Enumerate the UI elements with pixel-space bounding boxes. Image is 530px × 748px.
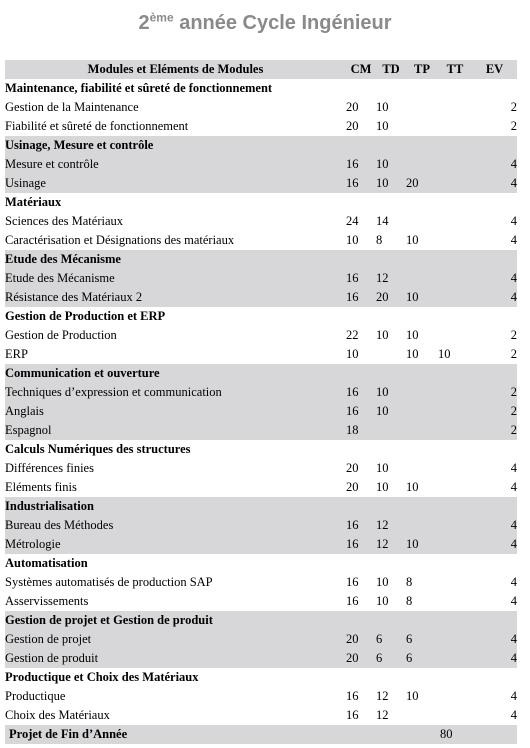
module-name: Usinage, Mesure et contrôle	[5, 136, 517, 155]
cell-ev: 4	[472, 269, 517, 288]
cell-td: 10	[376, 155, 406, 174]
element-name: Différences finies	[5, 461, 94, 475]
cell-ev: 4	[472, 649, 517, 668]
cell-ev: 4	[510, 575, 517, 589]
cell-td: 10	[376, 383, 406, 402]
cell-cm: 16	[346, 575, 359, 589]
module-name: Matériaux	[5, 195, 62, 209]
cell-ev: 4	[472, 630, 517, 649]
cell-tt: 10	[438, 347, 451, 361]
element-row	[5, 516, 517, 535]
element-name: Eléments finis	[5, 480, 77, 494]
cell-ev: 4	[472, 516, 517, 535]
cell-tp	[406, 516, 438, 535]
element-name: ERP	[5, 347, 28, 361]
cell-tt	[438, 288, 472, 307]
cell-tt	[438, 231, 472, 250]
table-header-row	[5, 60, 517, 79]
element-row	[5, 231, 517, 250]
cell-cm: 20	[346, 630, 376, 649]
final-project-tt: 80	[438, 725, 472, 744]
cell-tt	[438, 706, 472, 725]
final-project-row	[5, 725, 517, 744]
cell-ev: 4	[510, 214, 517, 228]
cell-tt	[438, 383, 472, 402]
element-name: Gestion de produit	[5, 649, 346, 668]
cell-cm: 16	[346, 288, 376, 307]
cell-tt	[438, 155, 472, 174]
module-name: Maintenance, fiabilité et sûreté de fonctionnement	[5, 81, 273, 95]
cell-cm: 16	[346, 689, 359, 703]
cell-cm: 10	[346, 347, 359, 361]
module-row	[5, 79, 517, 98]
cell-tp	[406, 117, 438, 136]
header-tp: TP	[406, 60, 438, 79]
cell-td: 10	[376, 575, 389, 589]
cell-td: 8	[376, 233, 383, 247]
cell-cm: 22	[346, 328, 359, 342]
cell-tt	[438, 649, 472, 668]
cell-cm: 16	[346, 383, 376, 402]
cell-cm: 16	[346, 155, 376, 174]
cell-cm: 20	[346, 119, 359, 133]
title-rest: année Cycle Ingénieur	[173, 12, 392, 34]
element-name: Sciences des Matériaux	[5, 214, 124, 228]
cell-cm: 18	[346, 421, 376, 440]
cell-td: 10	[376, 594, 389, 608]
element-row	[5, 212, 517, 231]
cell-tt	[438, 269, 472, 288]
cell-cm: 16	[346, 594, 359, 608]
element-row	[5, 649, 517, 668]
header-modules: Modules et Eléments de Modules	[5, 60, 346, 79]
cell-cm: 16	[346, 535, 376, 554]
element-name: Mesure et contrôle	[5, 155, 346, 174]
cell-ev: 2	[510, 119, 517, 133]
cell-tp	[406, 98, 438, 117]
cell-ev: 2	[510, 100, 517, 114]
module-row	[5, 364, 517, 383]
cell-ev: 4	[472, 288, 517, 307]
cell-ev: 2	[510, 328, 517, 342]
module-name: Etude des Mécanisme	[5, 250, 517, 269]
element-row	[5, 630, 517, 649]
cell-tt	[438, 402, 472, 421]
module-row	[5, 136, 517, 155]
cell-cm: 16	[346, 708, 359, 722]
cell-tt	[438, 516, 472, 535]
cell-td	[376, 421, 406, 440]
module-row	[5, 250, 517, 269]
cell-cm: 16	[346, 269, 376, 288]
cell-ev: 2	[510, 347, 517, 361]
cell-tt	[438, 174, 472, 193]
module-name: Automatisation	[5, 556, 88, 570]
element-row	[5, 98, 517, 117]
element-row	[5, 592, 517, 611]
cell-td: 12	[376, 269, 406, 288]
module-row	[5, 554, 517, 573]
cell-tp: 6	[406, 649, 438, 668]
cell-td: 10	[376, 100, 389, 114]
element-row	[5, 478, 517, 497]
element-name: Caractérisation et Désignations des matériaux	[5, 233, 235, 247]
element-row	[5, 459, 517, 478]
cell-ev: 2	[472, 402, 517, 421]
cell-tp: 20	[406, 174, 438, 193]
cell-td: 10	[376, 402, 406, 421]
element-name: Métrologie	[5, 535, 346, 554]
cell-tp	[406, 706, 438, 725]
cell-td: 10	[376, 480, 389, 494]
table-body	[5, 79, 517, 744]
cell-tp: 10	[406, 233, 419, 247]
cell-cm: 10	[346, 233, 359, 247]
cell-ev: 2	[472, 383, 517, 402]
module-name: Communication et ouverture	[5, 364, 517, 383]
cell-td: 12	[376, 535, 406, 554]
page-title	[0, 10, 530, 36]
cell-td: 10	[376, 328, 389, 342]
cell-cm: 24	[346, 214, 359, 228]
element-name: Résistance des Matériaux 2	[5, 288, 346, 307]
cell-tt	[438, 630, 472, 649]
cell-tt	[438, 326, 472, 345]
cell-cm: 16	[346, 402, 376, 421]
cell-cm: 20	[346, 100, 359, 114]
cell-tt	[438, 592, 472, 611]
element-row	[5, 288, 517, 307]
final-project-ev	[472, 725, 517, 744]
cell-tp: 10	[406, 535, 438, 554]
cell-tp: 10	[406, 689, 419, 703]
cell-cm: 16	[346, 516, 376, 535]
cell-tt	[438, 212, 472, 231]
cell-tp	[406, 459, 438, 478]
header-cm: CM	[346, 60, 376, 79]
curriculum-table	[5, 60, 517, 744]
element-name: Choix des Matériaux	[5, 708, 110, 722]
cell-tp: 10	[406, 480, 419, 494]
header-ev: EV	[472, 60, 517, 79]
element-row	[5, 383, 517, 402]
element-row	[5, 155, 517, 174]
element-row	[5, 117, 517, 136]
cell-td: 6	[376, 630, 406, 649]
cell-td: 12	[376, 708, 389, 722]
element-name: Gestion de Production	[5, 328, 117, 342]
module-row	[5, 611, 517, 630]
element-name: Etude des Mécanisme	[5, 269, 346, 288]
cell-tp	[406, 383, 438, 402]
module-name: Productique et Choix des Matériaux	[5, 670, 199, 684]
module-row	[5, 307, 517, 326]
module-row	[5, 440, 517, 459]
cell-tp	[406, 155, 438, 174]
cell-ev: 4	[472, 174, 517, 193]
cell-td: 14	[376, 214, 389, 228]
cell-cm: 20	[346, 480, 359, 494]
cell-td: 10	[376, 461, 389, 475]
module-name: Calculs Numériques des structures	[5, 442, 191, 456]
cell-tt	[438, 421, 472, 440]
element-name: Productique	[5, 689, 66, 703]
cell-tp	[406, 421, 438, 440]
cell-ev: 4	[510, 480, 517, 494]
element-row	[5, 573, 517, 592]
cell-ev: 4	[472, 535, 517, 554]
element-row	[5, 326, 517, 345]
element-name: Systèmes automatisés de production SAP	[5, 575, 213, 589]
element-row	[5, 402, 517, 421]
cell-tp: 10	[406, 288, 438, 307]
cell-td: 6	[376, 649, 406, 668]
cell-td: 10	[376, 174, 406, 193]
cell-tt	[438, 535, 472, 554]
module-name: Gestion de projet et Gestion de produit	[5, 611, 517, 630]
element-name: Anglais	[5, 402, 346, 421]
cell-td: 12	[376, 689, 389, 703]
cell-cm: 20	[346, 461, 359, 475]
cell-cm: 20	[346, 649, 376, 668]
cell-tt	[438, 478, 472, 497]
title-superscript: ème	[149, 10, 174, 25]
element-row	[5, 345, 517, 364]
element-name: Gestion de la Maintenance	[5, 100, 139, 114]
element-name: Usinage	[5, 174, 346, 193]
cell-tp	[406, 212, 438, 231]
cell-tt	[438, 573, 472, 592]
cell-tp: 10	[406, 328, 419, 342]
element-row	[5, 706, 517, 725]
title-prefix: 2	[138, 12, 150, 34]
cell-ev: 2	[472, 421, 517, 440]
cell-ev: 4	[472, 155, 517, 174]
cell-td: 10	[376, 119, 389, 133]
cell-tp	[406, 269, 438, 288]
module-row	[5, 497, 517, 516]
element-name: Bureau des Méthodes	[5, 516, 346, 535]
cell-tt	[438, 687, 472, 706]
cell-td: 20	[376, 288, 406, 307]
cell-tp	[406, 402, 438, 421]
cell-tp: 8	[406, 594, 413, 608]
element-row	[5, 535, 517, 554]
element-row	[5, 687, 517, 706]
element-name: Espagnol	[5, 421, 346, 440]
element-name: Fiabilité et sûreté de fonctionnement	[5, 119, 189, 133]
cell-td: 12	[376, 516, 406, 535]
header-tt: TT	[438, 60, 472, 79]
cell-td	[376, 345, 406, 364]
cell-tt	[438, 459, 472, 478]
cell-tp: 6	[406, 630, 438, 649]
cell-ev: 4	[510, 594, 517, 608]
element-name: Techniques d’expression et communication	[5, 383, 346, 402]
cell-ev: 4	[510, 233, 517, 247]
cell-ev: 4	[510, 461, 517, 475]
element-name: Gestion de projet	[5, 630, 346, 649]
final-project-label: Projet de Fin d’Année	[5, 725, 438, 744]
header-td: TD	[376, 60, 406, 79]
cell-cm: 16	[346, 174, 376, 193]
element-row	[5, 269, 517, 288]
cell-tt	[438, 117, 472, 136]
module-row	[5, 193, 517, 212]
element-row	[5, 421, 517, 440]
module-name: Gestion de Production et ERP	[5, 309, 166, 323]
element-row	[5, 174, 517, 193]
cell-tp: 8	[406, 575, 413, 589]
cell-tt	[438, 98, 472, 117]
element-name: Asservissements	[5, 594, 89, 608]
module-row	[5, 668, 517, 687]
cell-ev: 4	[510, 689, 517, 703]
module-name: Industrialisation	[5, 497, 517, 516]
cell-tp: 10	[406, 347, 419, 361]
cell-ev: 4	[510, 708, 517, 722]
